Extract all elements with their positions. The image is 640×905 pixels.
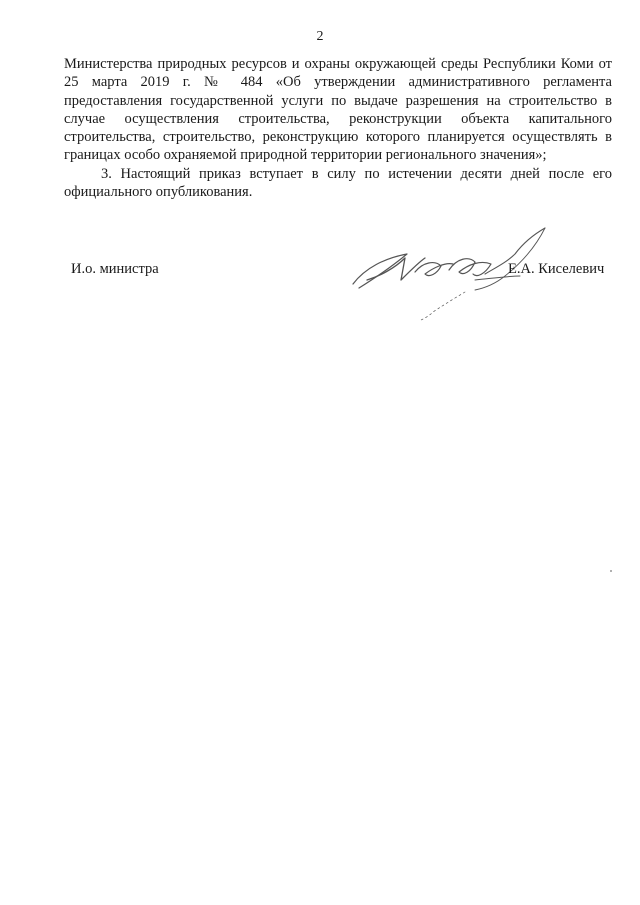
document-body (64, 55, 612, 201)
signer-name: Е.А. Киселевич (508, 261, 605, 277)
paragraph-item-3: 3. Настоящий приказ вступает в силу по истечении десяти дней после его официального опубликования. (64, 165, 612, 201)
paragraph-continued: Министерства природных ресурсов и охраны окружающей среды Республики Коми от 25 марта 2019 г. № 484 «Об утверждении административного регламента предоставления государственной услуги по выдаче разрешения на строительство в случае осуществления строительства, реконструкции объекта капитального строительства, строительство, реконструкцию которого планируется осуществлять в границах особо охраняемой природной территории регионального значения»; (64, 56, 612, 164)
signer-title: И.о. министра (71, 261, 159, 277)
scan-speck (610, 570, 612, 572)
page-number: 2 (316, 29, 324, 44)
